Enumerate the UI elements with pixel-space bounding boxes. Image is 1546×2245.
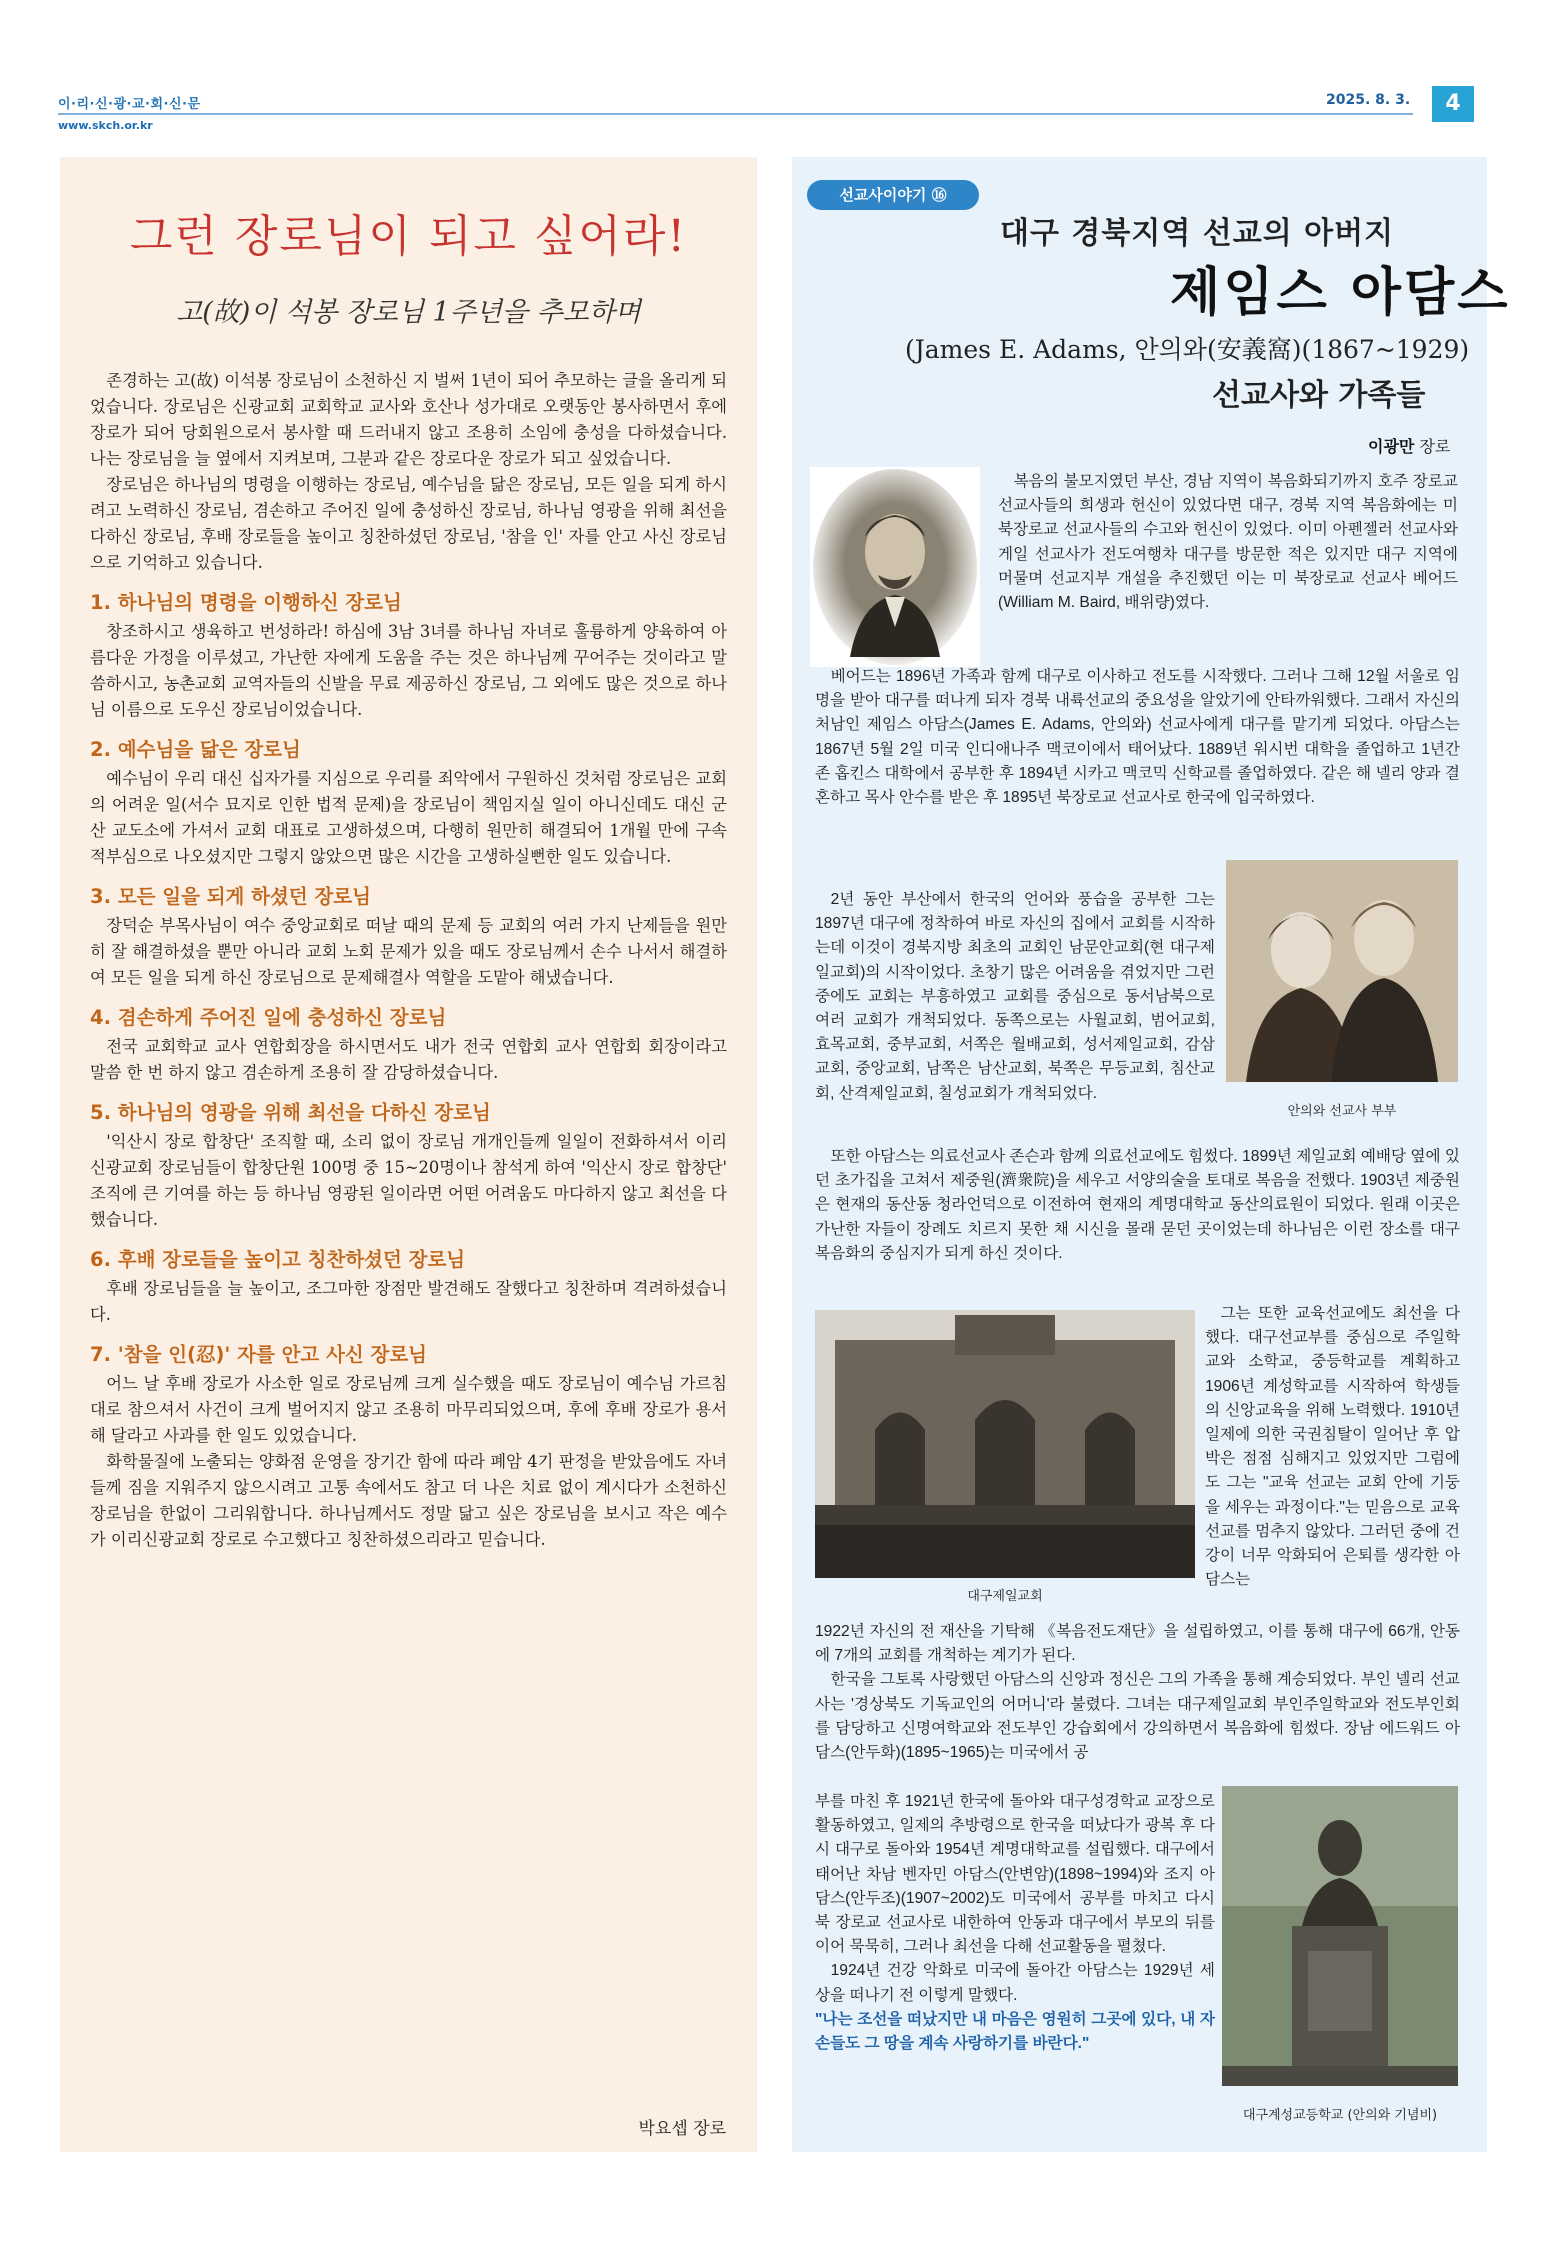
memorial-title: 그런 장로님이 되고 싶어라!	[129, 211, 688, 262]
portrait-photo	[810, 467, 980, 667]
section-body: 어느 날 후배 장로가 사소한 일로 장로님께 크게 실수했을 때도 장로님이 예수님 가르침대로 참으셔서 사건이 크게 벌어지지 않고 조용히 마무리되었으며, 후에 후배 장로가 용서해 달라고 사과를 한 일도 있었습니다.	[90, 1374, 727, 1445]
article-paragraph: 베어드는 1896년 가족과 함께 대구로 이사하고 전도를 시작했다. 그러나 그해 12월 서울로 임명을 받아 대구를 떠나게 되자 경북 내륙선교의 중요성을 알았기에 안타까워했다. 그래서 자신의 처남인 제임스 아담스(James E. Adams, 안의와) 선교사에게 대구를 맡기게 되었다. 아담스는 1867년 5월 2일 미국 인디애나주 맥코이에서 태어났다. 1889년 워시번 대학을 졸업하고 1년간 존 홉킨스 대학에서 공부한 후 1894년 시카고 맥코믹 신학교를 졸업하였다. 같은 해 넬리 양과 결혼하고 목사 안수를 받은 후 1895년 북장로교 선교사로 한국에 입국하였다.	[815, 668, 1460, 807]
article-paragraph: 1922년 자신의 전 재산을 기탁해 《복음전도재단》을 설립하였고, 이를 통해 대구에 66개, 안동에 7개의 교회를 개척하는 계기가 된다.	[815, 1623, 1460, 1665]
couple-photo-caption: 안의와 선교사 부부	[1287, 1104, 1397, 1119]
article-title: 제임스 아담스	[1170, 262, 1511, 323]
monument-photo	[1222, 1786, 1458, 2086]
church-photo	[815, 1310, 1195, 1578]
article-author: 이광만 장로	[1368, 437, 1451, 456]
article-text-block-3	[815, 888, 1215, 1106]
article-name-line: (James E. Adams, 안의와(安義窩)(1867~1929)	[905, 335, 1470, 364]
article-text-block-5	[1205, 1302, 1460, 1592]
intro-paragraph: 존경하는 고(故) 이석봉 장로님이 소천하신 지 벌써 1년이 되어 추모하는 글을 올리게 되었습니다. 장로님은 신광교회 교회학교 교사와 호산나 성가대로 오랫동안 봉사하면서 후에 장로가 되어 당회원으로서 봉사할 때 드러내지 않고 조용히 소임에 충성을 다하셨습니다. 나는 장로님을 늘 옆에서 지켜보며, 그분과 같은 장로다운 장로가 되고 싶었습니다.	[90, 371, 727, 468]
article-text-block-1	[998, 470, 1458, 615]
memorial-author: 박요셉 장로	[638, 2119, 726, 2139]
article-paragraph: 한국을 그토록 사랑했던 아담스의 신앙과 정신은 그의 가족을 통해 계승되었다. 부인 넬리 선교사는 '경상북도 기독교인의 어머니'라 불렸다. 그녀는 대구제일교회 부인주일학교와 전도부인회를 담당하고 신명여학교와 전도부인 강습회에서 강의하면서 복음화에 힘썼다. 장남 에드워드 아담스(안두화)(1895~1965)는 미국에서 공	[815, 1671, 1460, 1762]
closing-paragraph: 화학물질에 노출되는 양화점 운영을 장기간 함에 따라 폐암 4기 판정을 받았음에도 자녀들께 짐을 지워주지 않으시려고 고통 속에서도 참고 더 나은 치료 없이 계시다가 소천하신 장로님을 한없이 그리워합니다. 하나님께서도 정말 닮고 싶은 장로님을 보시고 작은 예수가 이리신광교회 장로로 수고했다고 칭찬하셨으리라고 믿습니다.	[90, 1452, 727, 1549]
section-body: '익산시 장로 합창단' 조직할 때, 소리 없이 장로님 개개인들께 일일이 전화하셔서 이리신광교회 장로님들이 합창단원 100명 중 15~20명이나 참석게 하여 '익산시 장로 합창단' 조직에 큰 기여를 하는 등 하나님 영광된 일이라면 어떤 어려움도 마다하지 않고 최선을 다했습니다.	[90, 1132, 727, 1229]
article-text-block-7	[815, 1790, 1215, 2056]
issue-date: 2025. 8. 3.	[1326, 92, 1411, 108]
section-heading: 4. 겸손하게 주어진 일에 충성하신 장로님	[90, 1006, 447, 1029]
monument-photo-caption: 대구계성교등학교 (안의와 기념비)	[1242, 2108, 1438, 2123]
section-body: 후배 장로님들을 늘 높이고, 조그마한 장점만 발견해도 잘했다고 칭찬하며 격려하셨습니다.	[90, 1279, 727, 1324]
article-paragraph: 부를 마친 후 1921년 한국에 돌아와 대구성경학교 교장으로 활동하였고, 일제의 추방령으로 한국을 떠났다가 광복 후 다시 대구로 돌아와 1954년 계명대학교를 설립했다. 대구에서 태어난 차남 벤자민 아담스(안변암)(1898~1994)와 조지 아담스(안두조)(1907~2002)도 미국에서 공부를 마치고 다시 북 장로교 선교사로 내한하여 안동과 대구에서 부모의 뒤를 이어 묵묵히, 그러나 최선을 다해 선교활동을 펼쳤다.	[815, 1793, 1215, 1956]
article-text-block-6	[815, 1620, 1460, 1765]
article-subtitle: 선교사와 가족들	[1212, 378, 1426, 413]
article-paragraph: 또한 아담스는 의료선교사 존슨과 함께 의료선교에도 힘썼다. 1899년 제일교회 예배당 옆에 있던 초가집을 고쳐서 제중원(濟衆院)을 세우고 서양의술을 토대로 복음을 전했다. 1903년 제중원은 현재의 동산동 청라언덕으로 이전하여 현재의 계명대학교 동산의료원이 되었다. 원래 이곳은 가난한 자들이 장례도 치르지 못한 채 시신을 몰래 묻던 곳이었는데 하나님은 이런 장소를 대구 복음화의 중심지가 되게 하신 것이다.	[815, 1148, 1460, 1262]
article-text-block-4	[815, 1145, 1460, 1266]
newspaper-name: 이·리·신·광·교·회·신·문	[58, 97, 201, 112]
article-text-block-2	[815, 665, 1460, 810]
memorial-subtitle: 고(故)이 석봉 장로님 1주년을 추모하며	[176, 297, 641, 328]
article-paragraph: 1924년 건강 악화로 미국에 돌아간 아담스는 1929년 세상을 떠나기 전 이렇게 말했다.	[815, 1962, 1215, 2004]
series-tag: 선교사이야기 ⑯	[807, 180, 979, 210]
header-rule	[58, 113, 1413, 115]
section-body: 전국 교회학교 교사 연합회장을 하시면서도 내가 전국 연합회 교사 연합회 회장이라고 말씀 한 번 하지 않고 겸손하게 조용히 잘 감당하셨습니다.	[90, 1037, 727, 1082]
page-number-badge: 4	[1432, 86, 1474, 122]
website-link[interactable]: www.skch.or.kr	[58, 119, 153, 132]
article-kicker: 대구 경북지역 선교의 아버지	[1000, 216, 1395, 251]
article-paragraph: 그는 또한 교육선교에도 최선을 다했다. 대구선교부를 중심으로 주일학교와 소학교, 중등학교를 계획하고 1906년 계성학교를 시작하여 학생들의 신앙교육을 위해 노력했다. 1910년 일제에 의한 국권침탈이 일어난 후 압박은 점점 심해지고 있었지만 그럼에도 그는 "교육 선교는 교회 안에 기둥을 세우는 과정이다."는 믿음으로 교육 선교를 멈추지 않았다. 그러던 중에 건강이 너무 악화되어 은퇴를 생각한 아담스는	[1205, 1305, 1460, 1589]
section-heading: 5. 하나님의 영광을 위해 최선을 다하신 장로님	[90, 1101, 491, 1124]
section-heading: 2. 예수님을 닮은 장로님	[90, 738, 301, 761]
article-paragraph: 2년 동안 부산에서 한국의 언어와 풍습을 공부한 그는 1897년 대구에 정착하여 바로 자신의 집에서 교회를 시작하는데 이것이 경북지방 최초의 교회인 남문안교회(현 대구제일교회)의 시작이었다. 초창기 많은 어려움을 겪었지만 그런 중에도 교회는 부흥하였고 교회를 중심으로 동서남북으로 여러 교회가 개척되었다. 동쪽으로는 사월교회, 범어교회, 효목교회, 중부교회, 서쪽은 월배교회, 성서제일교회, 감삼교회, 중앙교회, 남쪽은 남산교회, 북쪽은 무등교회, 침산교회, 산격제일교회, 칠성교회가 개척되었다.	[815, 891, 1215, 1102]
closing-quote: "나는 조선을 떠났지만 내 마음은 영원히 그곳에 있다, 내 자손들도 그 땅을 계속 사랑하기를 바란다."	[815, 2010, 1215, 2053]
section-heading: 7. '참을 인(忍)' 자를 안고 사신 장로님	[90, 1343, 428, 1366]
section-heading: 1. 하나님의 명령을 이행하신 장로님	[90, 591, 402, 614]
section-heading: 6. 후배 장로들을 높이고 칭찬하셨던 장로님	[90, 1248, 466, 1271]
intro-paragraph: 장로님은 하나님의 명령을 이행하는 장로님, 예수님을 닮은 장로님, 모든 일을 되게 하시려고 노력하신 장로님, 겸손하고 주어진 일에 충성하신 장로님, 하나님 영광을 위해 최선을 다하신 장로님, 후배 장로들을 높이고 칭찬하셨던 장로님, '참을 인' 자를 안고 사신 장로님으로 기억하고 있습니다.	[90, 475, 727, 572]
section-body: 장덕순 부목사님이 여수 중앙교회로 떠날 때의 문제 등 교회의 여러 가지 난제들을 원만히 잘 해결하셨을 뿐만 아니라 교회 노회 문제가 있을 때도 장로님께서 손수 나서서 해결하여 모든 일을 되게 하신 장로님으로 문제해결사 역할을 도맡아 해냈습니다.	[90, 916, 727, 987]
couple-photo	[1226, 860, 1458, 1082]
article-paragraph: 복음의 불모지였던 부산, 경남 지역이 복음화되기까지 호주 장로교 선교사들의 희생과 헌신이 있었다면 대구, 경북 지역 복음화에는 미 북장로교 선교사들의 수고와 헌신이 있었다. 이미 아펜젤러 선교사와 게일 선교사가 전도여행차 대구를 방문한 적은 있지만 대구 지역에 머물며 선교지부 개설을 추진했던 이는 미 북장로교 선교사 베어드(William M. Baird, 배위량)였다.	[998, 473, 1458, 612]
section-body: 예수님이 우리 대신 십자가를 지심으로 우리를 죄악에서 구원하신 것처럼 장로님은 교회의 어려운 일(서수 묘지로 인한 법적 문제)을 장로님이 책임지실 일이 아니신데도 대신 군산 교도소에 가셔서 교회 대표로 고생하셨으며, 다행히 원만히 해결되어 1개월 만에 구속적부심으로 나오셨지만 그렇지 않았으면 많은 시간을 고생하실뻔한 일도 있습니다.	[90, 769, 727, 866]
church-photo-caption: 대구제일교회	[967, 1589, 1043, 1604]
section-body: 창조하시고 생육하고 번성하라! 하심에 3남 3녀를 하나님 자녀로 훌륭하게 양육하여 아름다운 가정을 이루셨고, 가난한 자에게 도움을 주는 것은 하나님께 꾸어주는 것이라고 말씀하시고, 농촌교회 교역자들의 신발을 무료 제공하신 장로님, 그 외에도 많은 것으로 하나님 이름으로 도우신 장로님이었습니다.	[90, 622, 727, 719]
memorial-body	[90, 368, 727, 1553]
section-heading: 3. 모든 일을 되게 하셨던 장로님	[90, 885, 371, 908]
